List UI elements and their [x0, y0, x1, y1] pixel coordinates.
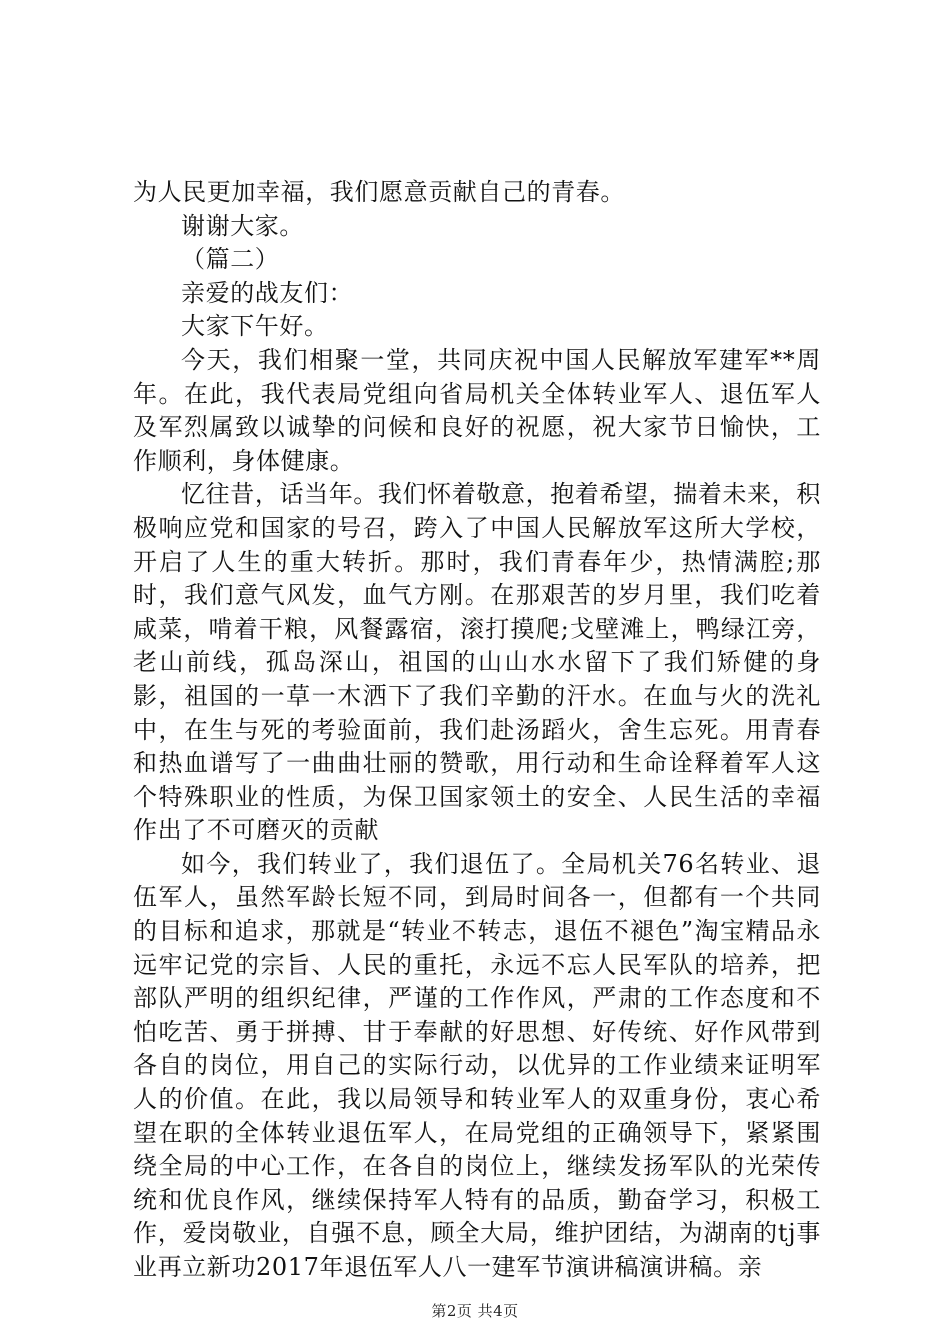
- paragraph-today: 今天，我们相聚一堂，共同庆祝中国人民解放军建军**周年。在此，我代表局党组向省局机关全体转业军人、退伍军人及军烈属致以诚挚的问候和良好的祝愿，祝大家节日愉快，工作顺利，身体健康。: [133, 345, 821, 475]
- greeting: 大家下午好。: [181, 312, 329, 341]
- paragraph-continuation: 为人民更加幸福，我们愿意贡献自己的青春。: [133, 178, 625, 206]
- page-number-footer: 第2页 共4页: [431, 1302, 519, 1320]
- paragraph-memories: 忆往昔，话当年。我们怀着敬意，抱着希望，揣着未来，积极响应党和国家的号召，跨入了中国人民解放军这所大学校，开启了人生的重大转折。那时，我们青春年少，热情满腔;那时，我们意气风发，血气方刚。在那艰苦的岁月里，我们吃着咸菜，啃着干粮，风餐露宿，滚打摸爬;戈壁滩上，鸭绿江旁，老山前线，孤岛深山，祖国的山山水水留下了我们矫健的身影，祖国的一草一木洒下了我们辛勤的汗水。在血与火的洗礼中，在生与死的考验面前，我们赴汤蹈火，舍生忘死。用青春和热血谱写了一曲曲壮丽的赞歌，用行动和生命诠释着军人这个特殊职业的性质，为保卫国家领土的安全、人民生活的幸福作出了不可磨灭的贡献: [133, 480, 821, 845]
- paragraph-thanks: 谢谢大家。: [181, 211, 304, 240]
- document-body: [133, 176, 821, 1285]
- paragraph-now: 如今，我们转业了，我们退伍了。全局机关76名转业、退伍军人，虽然军龄长短不同，到局时间各一，但都有一个共同的目标和追求，那就是“转业不转志，退伍不褪色”淘宝精品永远牢记党的宗旨、人民的重托，永远不忘人民军队的培养，把部队严明的组织纪律，严谨的工作作风，严肃的工作态度和不怕吃苦、勇于拼搏、甘于奉献的好思想、好传统、好作风带到各自的岗位，用自己的实际行动，以优异的工作业绩来证明军人的价值。在此，我以局领导和转业军人的双重身份，衷心希望在职的全体转业退伍军人，在局党组的正确领导下，紧紧围绕全局的中心工作，在各自的岗位上，继续发扬军队的光荣传统和优良作风，继续保持军人特有的品质，勤奋学习，积极工作，爱岗敬业，自强不息，顾全大局，维护团结，为湖南的tj事业再立新功2017年退伍军人八一建军节演讲稿演讲稿。亲: [133, 849, 821, 1281]
- section-heading: （篇二）: [181, 245, 280, 274]
- salutation: 亲爱的战友们：: [181, 278, 354, 307]
